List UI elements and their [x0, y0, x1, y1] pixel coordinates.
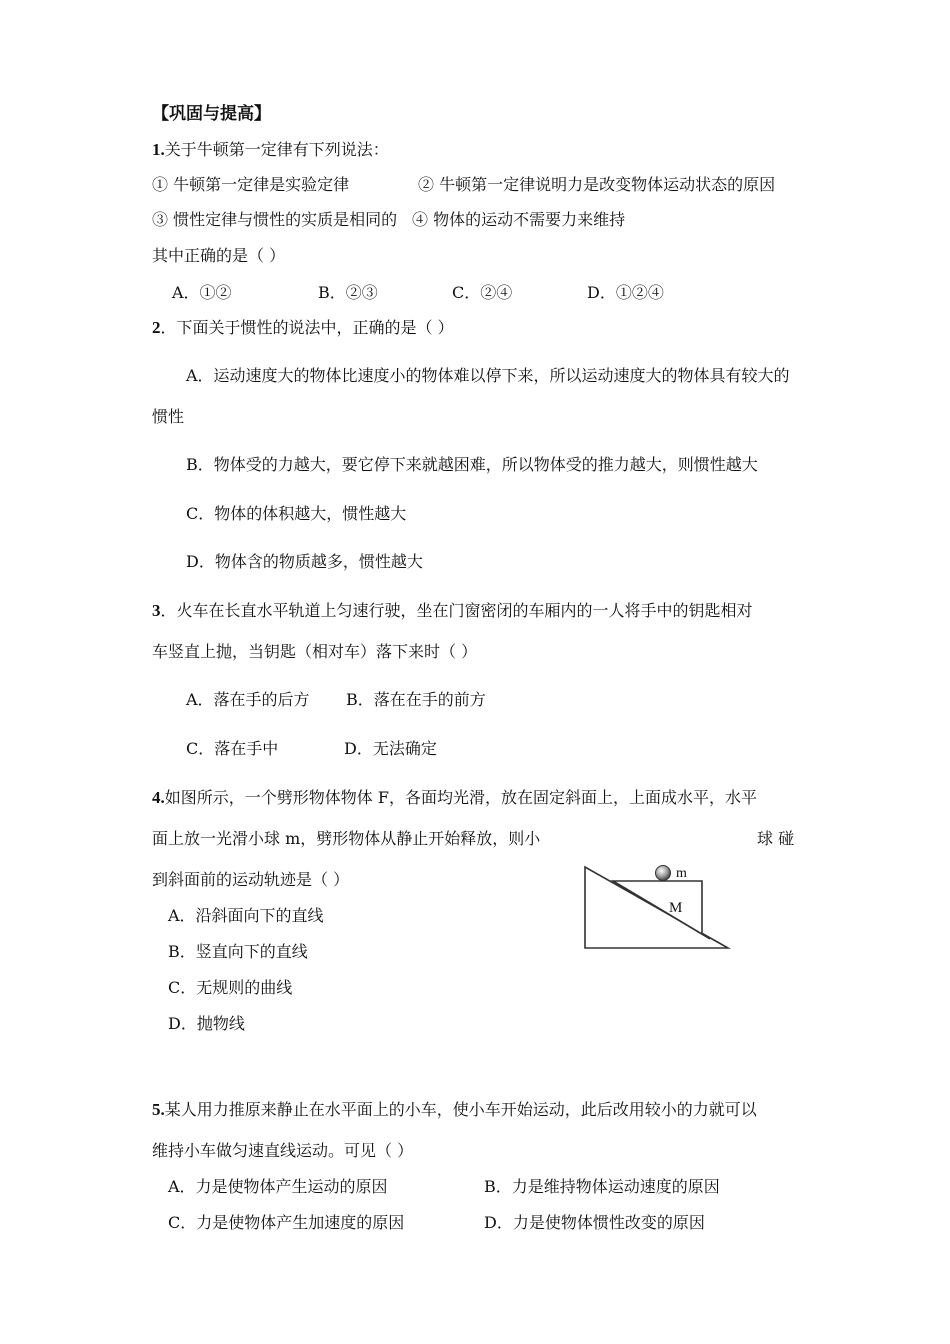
question-1-stem	[152, 140, 389, 160]
question-2-text: ．下面关于惯性的说法中，正确的是（ ）	[160, 318, 454, 337]
q2-option-a-line1: A．运动速度大的物体比速度小的物体难以停下来，所以运动速度大的物体具有较大的	[186, 366, 790, 385]
q2-option-b: B．物体受的力越大，要它停下来就越困难，所以物体受的推力越大，则惯性越大	[186, 455, 758, 474]
q4-option-b: B．竖直向下的直线	[168, 942, 308, 961]
q1-option-a: A．①②	[172, 283, 232, 302]
q4-figure-wedge-on-incline	[575, 855, 740, 955]
q1-ask: 其中正确的是（ ）	[152, 246, 286, 265]
question-5-text-1: 某人用力推原来静止在水平面上的小车，使小车开始运动，此后改用较小的力就可以	[164, 1100, 757, 1119]
q2-option-d: D．物体含的物质越多，惯性越大	[186, 552, 423, 571]
q2-option-c: C．物体的体积越大，惯性越大	[186, 504, 407, 523]
question-3-text-2: 车竖直上抛，当钥匙（相对车）落下来时（ ）	[152, 642, 478, 661]
q5-option-d: D．力是使物体惯性改变的原因	[484, 1213, 705, 1232]
q4-option-c: C．无规则的曲线	[168, 978, 293, 997]
q5-option-c: C．力是使物体产生加速度的原因	[168, 1213, 405, 1232]
question-5-number: 5.	[152, 1100, 165, 1119]
wedge-label: M	[669, 900, 683, 916]
q3-option-d: D．无法确定	[344, 739, 437, 758]
question-3-stem	[152, 601, 753, 621]
q3-option-c: C．落在手中	[186, 739, 279, 758]
q1-statement-4: ④ 物体的运动不需要力来维持	[412, 210, 626, 229]
q1-statement-2: ② 牛顿第一定律说明力是改变物体运动状态的原因	[418, 175, 776, 194]
q1-option-b: B．②③	[318, 283, 378, 302]
question-1-text: 关于牛顿第一定律有下列说法：	[164, 140, 389, 159]
q4-option-d: D．抛物线	[168, 1014, 245, 1033]
section-title: 【巩固与提高】	[152, 104, 271, 124]
q1-option-d: D．①②④	[587, 283, 664, 302]
question-4-text-3: 到斜面前的运动轨迹是（ ）	[152, 870, 350, 889]
question-2-stem	[152, 318, 454, 338]
q2-option-a-line2: 惯性	[152, 407, 185, 426]
question-5-stem	[152, 1100, 757, 1120]
question-4-text-2b: 球 碰	[757, 829, 795, 848]
question-3-number: 3	[152, 601, 161, 620]
question-4-number: 4.	[152, 788, 165, 807]
question-3-text-1: ．火车在长直水平轨道上匀速行驶，坐在门窗密闭的车厢内的一人将手中的钥匙相对	[160, 601, 753, 620]
question-4-text-1: 如图所示，一个劈形物体物体 F，各面均光滑，放在固定斜面上，上面成水平，水平	[164, 788, 757, 807]
q5-option-a: A．力是使物体产生运动的原因	[168, 1177, 388, 1196]
question-1-number: 1.	[152, 140, 165, 159]
q1-statement-1: ① 牛顿第一定律是实验定律	[152, 175, 350, 194]
q1-statement-3: ③ 惯性定律与惯性的实质是相同的	[152, 210, 398, 229]
ball-label: m	[676, 866, 687, 881]
q3-option-b: B．落在在手的前方	[346, 690, 486, 709]
small-ball	[656, 866, 671, 881]
question-4-stem	[152, 788, 757, 808]
q1-option-c: C．②④	[452, 283, 513, 302]
question-5-text-2: 维持小车做匀速直线运动。可见（ ）	[152, 1141, 414, 1160]
question-2-number: 2	[152, 318, 161, 337]
question-4-text-2a: 面上放一光滑小球 m，劈形物体从静止开始释放，则小	[152, 829, 541, 848]
q5-option-b: B．力是维持物体运动速度的原因	[484, 1177, 720, 1196]
q4-option-a: A．沿斜面向下的直线	[168, 906, 324, 925]
q3-option-a: A．落在手的后方	[186, 690, 310, 709]
